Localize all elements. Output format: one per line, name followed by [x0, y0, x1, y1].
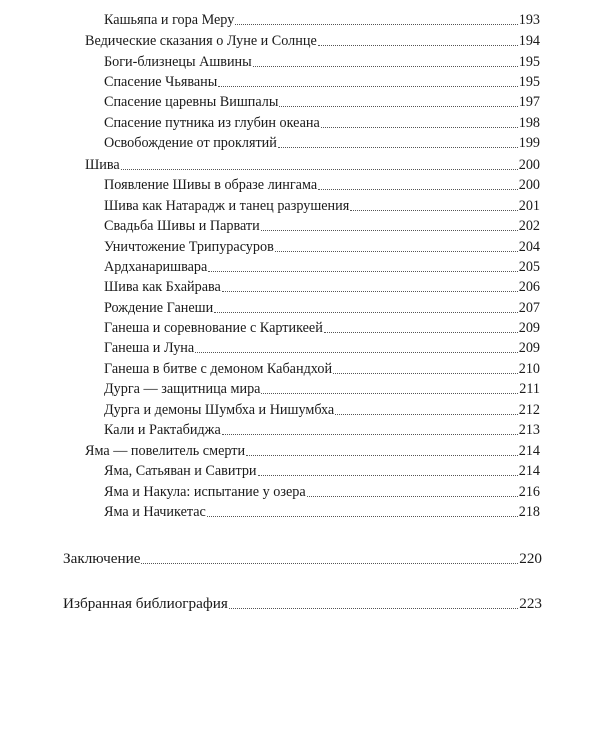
toc-entry-title: Свадьба Шивы и Парвати	[104, 218, 260, 234]
toc-entry-title: Кали и Рактабиджа	[104, 422, 221, 438]
toc-entry-title: Дурга и демоны Шумбха и Нишумбха	[104, 402, 335, 418]
toc-entry-title: Освобождение от проклятий	[104, 135, 277, 151]
dot-leader	[350, 210, 517, 211]
toc-page-number: 214	[518, 463, 540, 479]
toc-page-number: 195	[518, 54, 540, 70]
dot-leader	[258, 475, 518, 476]
toc-entry-title: Спасение путника из глубин океана	[104, 115, 320, 131]
toc-page-number: 201	[518, 198, 540, 214]
toc-entry	[104, 399, 540, 418]
toc-entry	[104, 91, 540, 110]
toc-entry	[104, 358, 540, 377]
toc-entry-title: Ведические сказания о Луне и Солнце	[85, 33, 317, 49]
toc-entry	[104, 195, 540, 214]
dot-leader	[218, 86, 517, 87]
dot-leader	[214, 312, 518, 313]
toc-entry	[104, 419, 540, 438]
toc-entry	[104, 501, 540, 520]
toc-entry	[104, 236, 540, 255]
toc-page-number: 206	[518, 279, 540, 295]
dot-leader	[278, 147, 518, 148]
toc-entry	[104, 9, 540, 28]
dot-leader	[307, 496, 518, 497]
toc-page-number: 210	[518, 361, 540, 377]
toc-entry-title: Уничтожение Трипурасуров	[104, 239, 274, 255]
toc-page-number: 213	[518, 422, 540, 438]
dot-leader	[261, 230, 518, 231]
toc-page-number: 194	[518, 33, 540, 49]
toc-page-number: 200	[518, 157, 540, 173]
toc-entry-title: Ардханаришвара	[104, 259, 208, 275]
toc-entry	[104, 378, 540, 397]
dot-leader	[253, 66, 518, 67]
toc-entry-title: Шива как Бхайрава	[104, 279, 221, 295]
toc-entry-title: Боги-близнецы Ашвины	[104, 54, 252, 70]
toc-page-number: 193	[518, 12, 540, 28]
dot-leader	[208, 271, 517, 272]
toc-page-number: 218	[518, 504, 540, 520]
toc-entry	[63, 592, 542, 612]
toc-page-number: 204	[518, 239, 540, 255]
dot-leader	[324, 332, 518, 333]
toc-entry-title: Дурга — защитница мира	[104, 381, 261, 397]
toc-entry	[104, 71, 540, 90]
toc-page-number: 209	[518, 320, 540, 336]
dot-leader	[246, 455, 518, 456]
toc-page-number: 220	[519, 550, 542, 567]
dot-leader	[318, 45, 518, 46]
toc-entry-title: Шива	[85, 157, 120, 173]
toc-page-number: 199	[518, 135, 540, 151]
dot-leader	[207, 516, 518, 517]
toc-entry	[104, 174, 540, 193]
dot-leader	[279, 106, 517, 107]
dot-leader	[141, 563, 518, 564]
toc-entry	[85, 30, 540, 49]
dot-leader	[229, 608, 518, 609]
toc-entry	[85, 440, 540, 459]
toc-entry	[104, 132, 540, 151]
toc-entry	[104, 460, 540, 479]
toc-entry-title: Кашьяпа и гора Меру	[104, 12, 235, 28]
toc-page-number: 209	[518, 340, 540, 356]
toc-page-number: 202	[518, 218, 540, 234]
dot-leader	[222, 434, 518, 435]
toc-entry-title: Появление Шивы в образе лингама	[104, 177, 318, 193]
toc-entry	[104, 276, 540, 295]
toc-entry-title: Заключение	[63, 550, 141, 567]
toc-page-number: 200	[518, 177, 540, 193]
toc-page-number: 214	[518, 443, 540, 459]
toc-page-number: 197	[518, 94, 540, 110]
toc-entry-title: Избранная библиография	[63, 595, 228, 612]
toc-page-number: 211	[519, 381, 540, 397]
toc-entry	[104, 337, 540, 356]
toc-entry	[85, 154, 540, 173]
dot-leader	[222, 291, 518, 292]
dot-leader	[321, 127, 518, 128]
toc-page-number: 207	[518, 300, 540, 316]
toc-entry-title: Яма и Начикетас	[104, 504, 206, 520]
toc-entry	[104, 297, 540, 316]
dot-leader	[275, 251, 518, 252]
toc-entry	[104, 481, 540, 500]
toc-entry	[104, 317, 540, 336]
toc-entry-title: Яма — повелитель смерти	[85, 443, 246, 459]
toc-page-number: 205	[518, 259, 540, 275]
toc-page-number: 216	[518, 484, 540, 500]
toc-entry-title: Рождение Ганеши	[104, 300, 214, 316]
dot-leader	[261, 393, 518, 394]
toc-entry-title: Яма и Накула: испытание у озера	[104, 484, 306, 500]
toc-entry-title: Ганеша и соревнование с Картикеей	[104, 320, 323, 336]
toc-entry-title: Ганеша и Луна	[104, 340, 195, 356]
toc-entry	[104, 51, 540, 70]
dot-leader	[335, 414, 517, 415]
dot-leader	[121, 169, 518, 170]
toc-entry	[104, 112, 540, 131]
toc-entry-title: Ганеша в битве с демоном Кабандхой	[104, 361, 333, 377]
toc-entry	[63, 547, 542, 567]
dot-leader	[318, 189, 518, 190]
toc-entry-title: Яма, Сатьяван и Савитри	[104, 463, 257, 479]
toc-entry	[104, 215, 540, 234]
dot-leader	[235, 24, 517, 25]
toc-entry-title: Спасение царевны Вишпалы	[104, 94, 279, 110]
toc-page-number: 212	[518, 402, 540, 418]
toc-page-number: 223	[519, 595, 542, 612]
toc-entry-title: Спасение Чьяваны	[104, 74, 218, 90]
dot-leader	[195, 352, 518, 353]
toc-page-number: 195	[518, 74, 540, 90]
toc-entry-title: Шива как Натарадж и танец разрушения	[104, 198, 350, 214]
dot-leader	[333, 373, 518, 374]
toc-entry	[104, 256, 540, 275]
toc-page-number: 198	[518, 115, 540, 131]
